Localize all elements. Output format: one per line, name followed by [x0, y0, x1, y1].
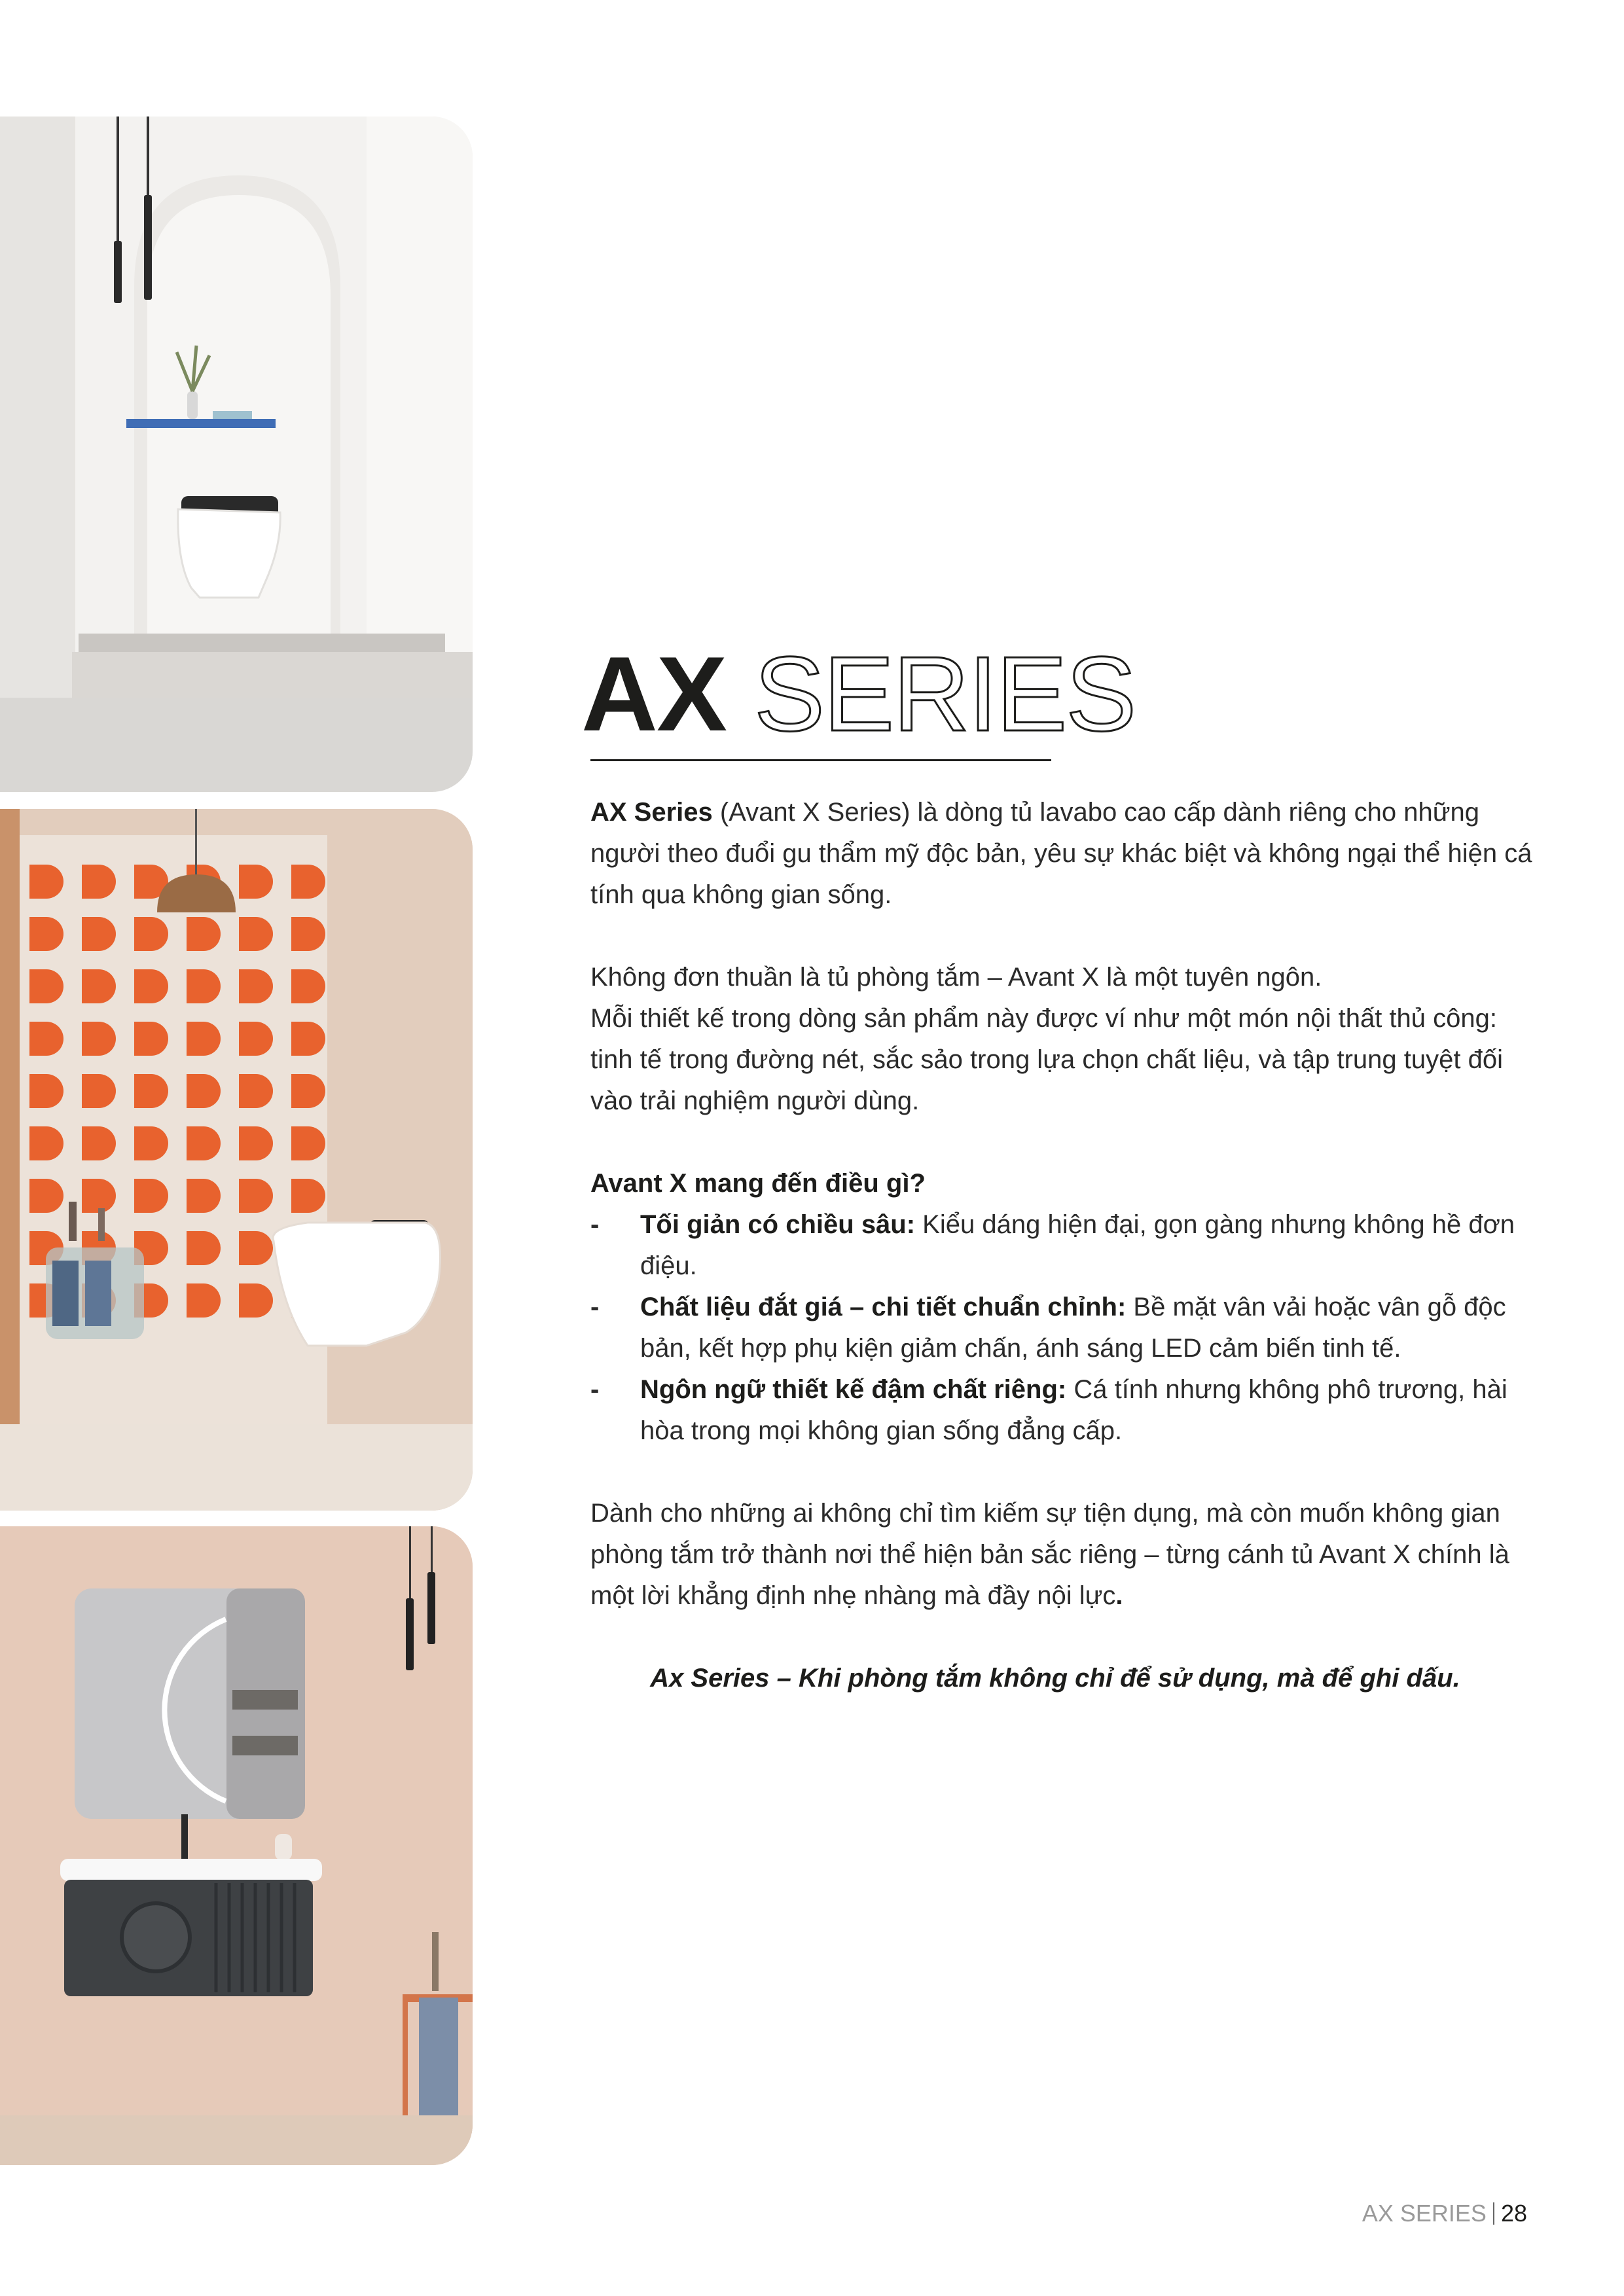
page-footer: [1362, 2200, 1527, 2227]
intro-lead-bold: AX Series: [590, 798, 713, 827]
feature-text: Kiểu dáng hiện đại, gọn gàng nhưng không hề đơn điệu.: [640, 1210, 1515, 1280]
feature-item: - Ngôn ngữ thiết kế đậm chất riêng: Cá tính nhưng không phô trương, hài hòa trong mọi không gian sống đẳng cấp.: [590, 1375, 1507, 1445]
closing-paragraph: Dành cho những ai không chỉ tìm kiếm sự tiện dụng, mà còn muốn không gian phòng tắm trở thành nơi thể hiện bản sắc riêng – từng cánh tủ Avant X chính là một lời khẳng định nhẹ nhàng mà đầy nội lực.: [590, 1499, 1509, 1610]
description-paragraph: Mỗi thiết kế trong dòng sản phẩm này được ví như một món nội thất thủ công: tinh tế trong đường nét, sắc sảo trong lựa chọn chất liệu, và tập trung tuyệt đối vào trải nghiệm người dùng.: [590, 1004, 1503, 1115]
page-title: [581, 635, 1136, 753]
photo-vanity-cabinet-mirror: [0, 1526, 473, 2165]
page-number: 28: [1500, 2200, 1527, 2227]
photo-white-bathroom-toilet: [0, 117, 473, 792]
features-list: [590, 1204, 1533, 1452]
photo-orange-tile-bathroom: [0, 809, 473, 1511]
title-underline: [590, 759, 1051, 761]
intro-rest: (Avant X Series) là dòng tủ lavabo cao cấp dành riêng cho những người theo đuổi gu thẩm mỹ độc bản, yêu sự khác biệt và không ngại thể hiện cá tính qua không gian sống.: [590, 798, 1532, 909]
footer-separator: [1493, 2202, 1494, 2225]
title-light: SERIES: [754, 635, 1136, 753]
feature-label: Tối giản có chiều sâu:: [640, 1210, 916, 1239]
intro-paragraph: [590, 792, 1533, 916]
feature-item: - Chất liệu đắt giá – chi tiết chuẩn chỉnh: Bề mặt vân vải hoặc vân gỗ độc bản, kết hợp phụ kiện giảm chấn, ánh sáng LED cảm biến tinh tế.: [590, 1293, 1506, 1363]
tagline: Ax Series – Khi phòng tắm không chỉ để sử dụng, mà để ghi dấu.: [650, 1664, 1460, 1693]
feature-text: Cá tính nhưng không phô trương, hài hòa trong mọi không gian sống đẳng cấp.: [640, 1375, 1507, 1445]
body-text: [590, 792, 1533, 1699]
feature-label: Ngôn ngữ thiết kế đậm chất riêng:: [640, 1375, 1067, 1404]
photo-orange-tile-illustration: [0, 809, 473, 1511]
feature-label: Chất liệu đắt giá – chi tiết chuẩn chỉnh:: [640, 1293, 1127, 1321]
footer-section-name: AX SERIES: [1362, 2200, 1487, 2227]
title-bold: AX: [581, 635, 727, 753]
features-heading: Avant X mang đến điều gì?: [590, 1169, 926, 1198]
statement-line: Không đơn thuần là tủ phòng tắm – Avant X là một tuyên ngôn.: [590, 963, 1322, 992]
feature-text: Bề mặt vân vải hoặc vân gỗ độc bản, kết hợp phụ kiện giảm chấn, ánh sáng LED cảm biến tinh tế.: [640, 1293, 1506, 1363]
photo-white-bathroom-illustration: [0, 117, 473, 792]
photo-vanity-illustration: [0, 1526, 473, 2165]
feature-item: - Tối giản có chiều sâu: Kiểu dáng hiện đại, gọn gàng nhưng không hề đơn điệu.: [590, 1210, 1515, 1280]
